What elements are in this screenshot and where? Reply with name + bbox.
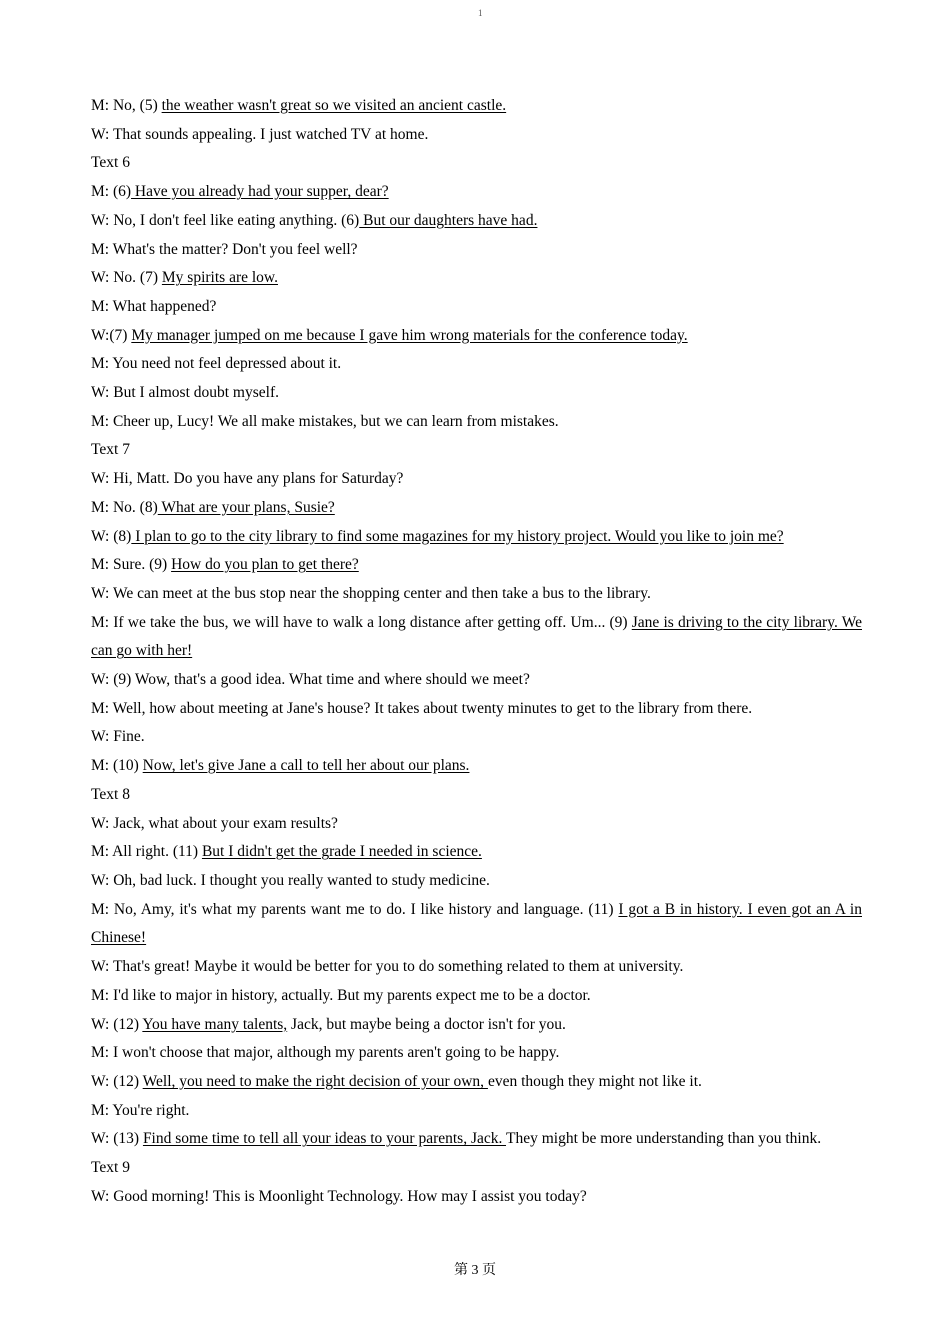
transcript-line <box>91 551 862 580</box>
line-text: W: We can meet at the bus stop near the shopping center and then take a bus to the library. <box>91 584 651 602</box>
transcript-line <box>91 1154 862 1183</box>
line-text: Text 9 <box>91 1159 130 1177</box>
transcript-line <box>91 350 862 379</box>
line-text: W: But I almost doubt myself. <box>91 384 279 402</box>
line-text: W: That sounds appealing. I just watched TV at home. <box>91 125 429 143</box>
underlined-answer: What are your plans, Susie? <box>157 498 335 516</box>
transcript-line <box>91 810 862 839</box>
transcript-line <box>91 1011 862 1040</box>
line-text: M: Cheer up, Lucy! We all make mistakes, but we can learn from mistakes. <box>91 412 559 430</box>
line-text: W: (13) <box>91 1130 143 1148</box>
underlined-answer: How do you plan to get there? <box>171 556 359 574</box>
transcript-line <box>91 982 862 1011</box>
line-text: W: Fine. <box>91 728 145 746</box>
line-text: W: (12) <box>91 1072 143 1090</box>
underlined-answer: You have many talents, <box>142 1015 288 1033</box>
line-text: M: You're right. <box>91 1101 190 1119</box>
line-text: M: No, (5) <box>91 97 162 114</box>
underlined-answer: I plan to go to the city library to find some magazines for my history project. Would you like to join me? <box>131 527 784 545</box>
transcript-line <box>91 178 862 207</box>
transcript-line <box>91 1068 862 1097</box>
transcript-line <box>91 752 862 781</box>
transcript-line <box>91 408 862 437</box>
line-text: M: If we take the bus, we will have to walk a long distance after getting off. Um... (9) <box>91 613 632 631</box>
line-text: W: (9) Wow, that's a good idea. What time and where should we meet? <box>91 671 530 689</box>
transcript-line <box>91 666 862 695</box>
transcript-body <box>91 92 862 1211</box>
transcript-line <box>91 322 862 351</box>
line-text: M: No. (8) <box>91 498 158 516</box>
transcript-line <box>91 695 862 724</box>
transcript-line <box>91 149 862 178</box>
transcript-line <box>91 465 862 494</box>
transcript-line <box>91 293 862 322</box>
underlined-answer: Well, you need to make the right decision of your own, <box>142 1072 488 1090</box>
line-text: even though they might not like it. <box>487 1072 702 1090</box>
line-text: They might be more understanding than you think. <box>505 1130 822 1148</box>
underlined-answer: Have you already had your supper, dear? <box>131 183 389 201</box>
line-text: M: (6) <box>91 183 132 201</box>
transcript-line <box>91 236 862 265</box>
transcript-line <box>91 92 862 121</box>
line-text: M: No, Amy, it's what my parents want me to do. I like history and language. (11) <box>91 900 619 918</box>
line-text: W: Good morning! This is Moonlight Technology. How may I assist you today? <box>91 1187 587 1205</box>
transcript-line <box>91 1183 862 1212</box>
underlined-answer: My spirits are low. <box>161 269 278 287</box>
underlined-answer: But our daughters have had. <box>359 211 538 229</box>
transcript-line <box>91 494 862 523</box>
transcript-line <box>91 264 862 293</box>
transcript-line <box>91 953 862 982</box>
transcript-line <box>91 1039 862 1068</box>
transcript-line <box>91 781 862 810</box>
underlined-answer: But I didn't get the grade I needed in science. <box>201 843 482 861</box>
transcript-line <box>91 207 862 236</box>
underlined-answer: the weather wasn't great so we visited an ancient castle. <box>161 97 507 114</box>
line-text: W: No, I don't feel like eating anything. (6) <box>91 211 360 229</box>
line-text: W: (8) <box>91 527 132 545</box>
line-text: W: Oh, bad luck. I thought you really wanted to study medicine. <box>91 871 490 889</box>
line-text: W: That's great! Maybe it would be better for you to do something related to them at university. <box>91 958 684 976</box>
transcript-line <box>91 867 862 896</box>
line-text: M: Well, how about meeting at Jane's house? It takes about twenty minutes to get to the library from there. <box>91 699 753 717</box>
line-text: W: Jack, what about your exam results? <box>91 814 338 832</box>
transcript-line <box>91 1097 862 1126</box>
line-text: M: I'd like to major in history, actually. But my parents expect me to be a doctor. <box>91 986 591 1004</box>
line-text: M: All right. (11) <box>91 843 202 861</box>
line-text: W: Hi, Matt. Do you have any plans for Saturday? <box>91 470 404 488</box>
line-text: M: What's the matter? Don't you feel well? <box>91 240 358 258</box>
line-text: W: (12) <box>91 1015 143 1033</box>
transcript-line <box>91 121 862 150</box>
line-text: Text 6 <box>91 154 130 172</box>
line-text: M: Sure. (9) <box>91 556 172 574</box>
line-text: M: What happened? <box>91 297 217 315</box>
line-text: Jack, but maybe being a doctor isn't for you. <box>287 1015 566 1033</box>
line-text: M: You need not feel depressed about it. <box>91 355 342 373</box>
line-text: W: No. (7) <box>91 269 162 287</box>
transcript-line <box>91 436 862 465</box>
underlined-answer: Find some time to tell all your ideas to your parents, Jack. <box>142 1130 506 1148</box>
line-text: W:(7) <box>91 326 132 344</box>
transcript-line <box>91 896 862 953</box>
line-text: Text 8 <box>91 785 130 803</box>
page-number: 第 3 页 <box>454 1263 496 1278</box>
line-text: M: (10) <box>91 757 143 775</box>
transcript-line <box>91 723 862 752</box>
transcript-line <box>91 379 862 408</box>
underlined-answer: Jane is driving to the city library. We can go with her! <box>91 613 862 660</box>
transcript-line <box>91 1125 862 1154</box>
transcript-line <box>91 838 862 867</box>
underlined-answer: My manager jumped on me because I gave him wrong materials for the conference today. <box>131 326 688 344</box>
underlined-answer: Now, let's give Jane a call to tell her about our plans. <box>142 757 470 775</box>
transcript-line <box>91 580 862 609</box>
line-text: Text 7 <box>91 441 130 459</box>
header-mark: 1 <box>478 8 483 18</box>
line-text: M: I won't choose that major, although my parents aren't going to be happy. <box>91 1044 560 1062</box>
underlined-answer: I got a B in history. I even got an A in Chinese! <box>91 900 862 947</box>
transcript-line <box>91 523 862 552</box>
transcript-line <box>91 609 862 666</box>
